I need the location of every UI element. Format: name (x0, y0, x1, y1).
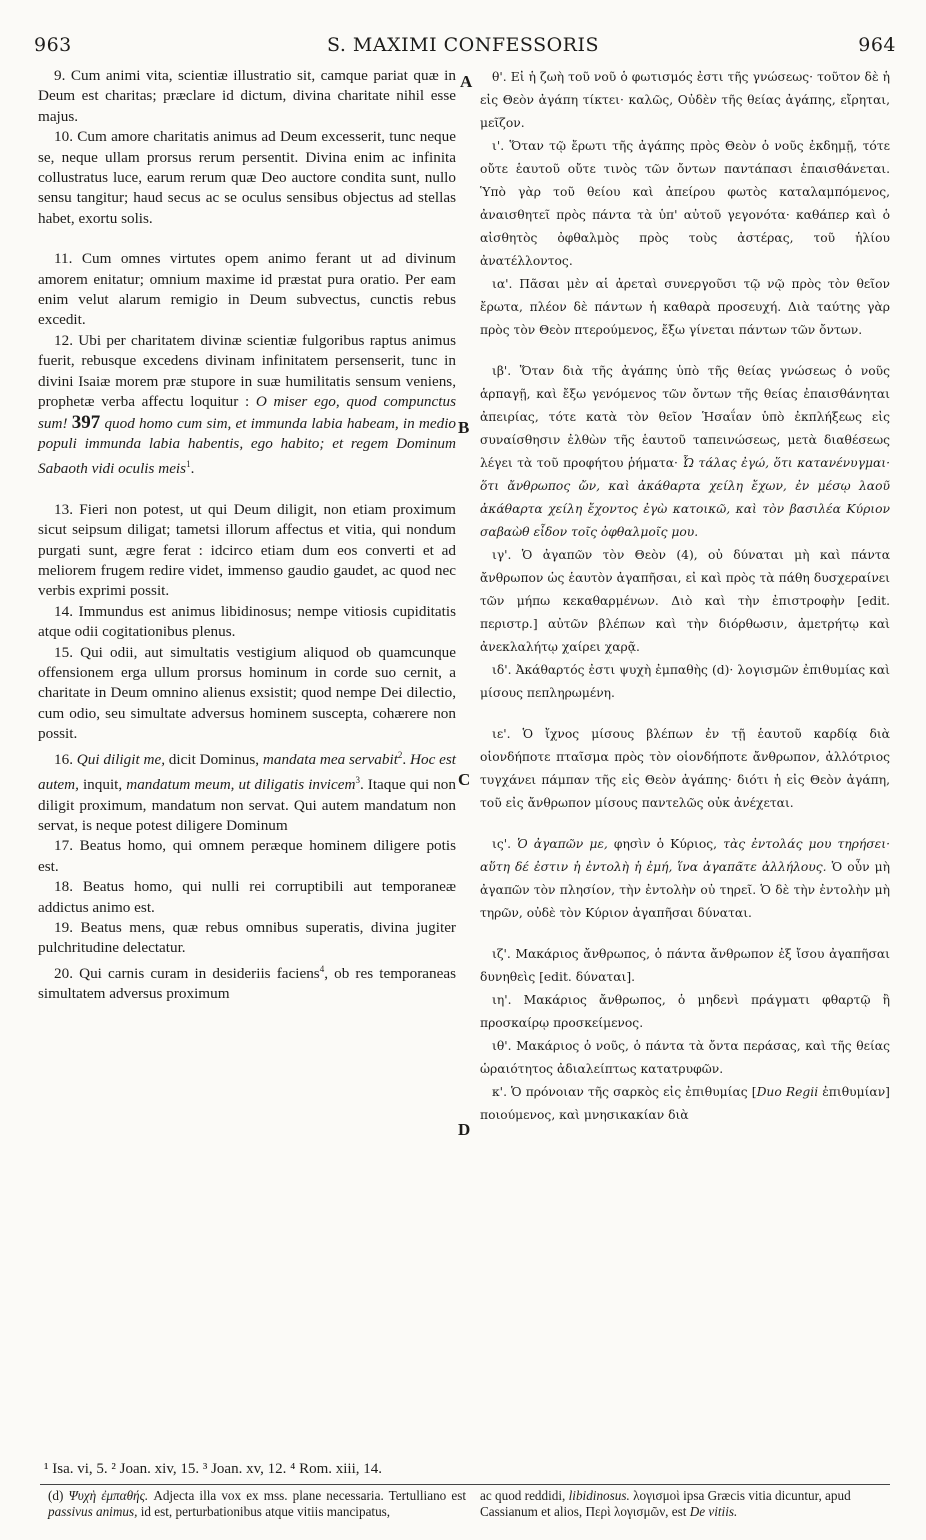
greek-section-20: κ'. Ὁ πρόνοιαν τῆς σαρκὸς εἰς ἐπιθυμίας [Duo Regii ἐπιθυμίαν] ποιούμενος, καὶ μνησικακίαν διὰ (480, 1085, 890, 1122)
greek-column (480, 66, 890, 1127)
notes-divider (40, 1484, 890, 1485)
footnote-ref: 4 (319, 963, 325, 974)
greek-section-10: ι'. Ὅταν τῷ ἔρωτι τῆς ἀγάπης πρὸς Θεὸν ὁ νοῦς ἐκδημῇ, τότε οὔτε ἑαυτοῦ οὔτε τινὸς τῶν ὄντων παντάπασι ἐπαισθάνεται. Ὑπὸ γὰρ τοῦ θείου καὶ ἀπείρου φωτὸς καταλαμπόμενος, ἀναισθητεῖ πρὸς πάντα τὰ ὑπ' αὐτοῦ γεγονότα· καθάπερ καὶ ὁ αἰσθητὸς ὀφθαλμὸς πρὸς τοὺς ἀστέρας, τοῦ ἡλίου ἀνατέλλοντος. (480, 139, 890, 268)
editorial-note-right: ac quod reddidi, libidinosus. λογισμοὶ ipsa Græcis vitia dicuntur, apud Cassianum et alios, Περὶ λογισμῶν, est De vitiis. (480, 1488, 851, 1519)
greek-section-9: θ'. Εἰ ἡ ζωὴ τοῦ νοῦ ὁ φωτισμός ἐστι τῆς γνώσεως· τοῦτον δὲ ἡ εἰς Θεὸν ἀγάπη τίκτει· καλῶς, Οὐδὲν τῆς θείας ἀγάπης, εἴρηται, μεῖζον. (480, 70, 890, 130)
margin-marker-c: C (458, 770, 471, 789)
latin-column (38, 66, 456, 1005)
latin-section-9: 9. Cum animi vita, scientiæ illustratio sit, camque pariat quæ in Deum est charitas; præclare id dictum, divina charitate nihil esse majus. (38, 67, 456, 125)
footnote-ref: 3 (355, 775, 360, 786)
latin-section-19: 19. Beatus mens, quæ rebus omnibus superatis, divina jugiter pulchritudine delectatur. (38, 919, 456, 957)
footnote-ref: 2 (397, 749, 403, 760)
latin-section-10: 10. Cum amore charitatis animus ad Deum excesserit, tunc neque se, neque ullam prorsus rerum persentit. Divina enim ac infinita collustratus luce, earum rerum quæ Deo auctore condita sunt, nullo sensu tangitur; haud secus ac se oculus sensibus objectus ad stellas habet, exortu solis. (38, 128, 456, 227)
greek-section-12: ιβ'. Ὅταν διὰ τῆς ἀγάπης ὑπὸ τῆς θείας γνώσεως ὁ νοῦς ἁρπαγῇ, καὶ ἔξω γενόμενος τῶν ὄντων τῆς θείας ἐπαισθάνηται ἀπειρίας, τότε κατὰ τὸν θεῖον Ἡσαΐαν ὑπὸ ἐκπλήξεως εἰς συναίσθησιν ἐλθὼν τῆς ἑαυτοῦ ταπεινώσεως, μετὰ διαθέσεως λέγει τὰ τοῦ προφήτου ῥήματα· Ὦ τάλας ἐγώ, ὅτι κατανένυγμαι· ὅτι ἄνθρωπος ὤν, καὶ ἀκάθαρτα χείλη ἔχων, ἐν μέσῳ λαοῦ ἀκάθαρτα χείλη ἔχοντος ἐγὼ κατοικῶ, καὶ τὸν βασιλέα Κύριον σαβαὼθ εἶδον τοῖς ὀφθαλμοῖς μου. (480, 364, 890, 539)
greek-section-17: ιζ'. Μακάριος ἄνθρωπος, ὁ πάντα ἄνθρωπον ἐξ ἴσου ἀγαπῆσαι δυνηθεὶς [edit. δύναται]. (480, 947, 890, 984)
greek-section-16: ις'. Ὁ ἀγαπῶν με, φησὶν ὁ Κύριος, τὰς ἐντολάς μου τηρήσει· αὕτη δέ ἐστιν ἡ ἐντολὴ ἡ ἐμή, ἵνα ἀγαπᾶτε ἀλλήλους. Ὁ οὖν μὴ ἀγαπῶν τὸν πλησίον, τὴν ἐντολὴν οὐ τηρεῖ. Ὁ δὲ τὴν ἐντολὴν μὴ τηρῶν, οὐδὲ τὸν Κύριον ἀγαπῆσαι δύναται. (480, 837, 890, 920)
greek-section-15: ιε'. Ὁ ἴχνος μίσους βλέπων ἐν τῇ ἑαυτοῦ καρδίᾳ διὰ οἱονδήποτε πταῖσμα πρὸς τὸν οἱονδήποτε ἄνθρωπον, ἀλλότριος τυγχάνει πάμπαν τῆς εἰς Θεὸν ἀγάπης· διότι ἡ εἰς Θεὸν ἀγάπη, τοῦ εἰς ἄνθρωπον μίσους παντελῶς οὐκ ἀνέχεται. (480, 727, 890, 810)
latin-section-14: 14. Immundus est animus libidinosus; nempe vitiosis cupiditatis atque odii cogitationibus plenus. (38, 602, 456, 641)
margin-marker-d: D (458, 1120, 471, 1139)
latin-section-18: 18. Beatus homo, qui nulli rei corruptibili aut temporaneæ addictus animo est. (38, 878, 456, 916)
latin-section-15: 15. Qui odii, aut simultatis vestigium aliquod ob quamcunque offensionem erga ullum prorsus hominum in corde suo cernit, a charitate in Deum omnino alienus exsistit; quod nempe Dei dilectio, cum odio, seu simultate adversus hominem suscepta, cohærere non possit. (38, 643, 456, 743)
latin-section-11: 11. Cum omnes virtutes opem animo ferant ut ad divinum amorem enitatur; omnium maxime id præstat pura oratio. Per eam enim velut alarum remigio in Deum subvectus, cunctis rebus excedit. (38, 250, 456, 329)
latin-section-12: 12. Ubi per charitatem divinæ scientiæ fulgoribus raptus animus fuerit, rebusque excedens divinam infinitatem persenserit, tunc in divini Isaiæ morem præ stupore in suæ humilitatis sensum veniens, prophetæ verba affectu loquitur : O miser ego, quod compunctus sum! 397 quod homo cum sim, et immunda labia habeam, in medio populi immunda labia habentis, ego habito; et regem Dominum Sabaoth vidi oculis meis$^1$. (38, 331, 457, 478)
margin-marker-a: A (460, 72, 473, 91)
page-number-right: 964 (858, 34, 896, 56)
greek-section-14: ιδ'. Ἀκάθαρτός ἐστι ψυχὴ ἐμπαθὴς (d)· λογισμῶν ἐπιθυμίας καὶ μίσους πεπληρωμένη. (480, 663, 890, 700)
latin-section-17: 17. Beatus homo, qui omnem peræque hominem diligere potis est. (38, 837, 456, 875)
margin-marker-b: B (458, 418, 470, 437)
running-title: S. MAXIMI CONFESSORIS (326, 34, 600, 56)
latin-section-13: 13. Fieri non potest, ut qui Deum diligit, non etiam proximum sicut seipsum diligat; tametsi illorum affectus et vitia, qui nondum purgati sunt, ægre ferat : idcirco etiam dum eos converti et ad meliorem frugem redire videt, immenso gaudio gaudet, ac quod nec verbis exprimi possit. (38, 500, 456, 600)
greek-section-18: ιη'. Μακάριος ἄνθρωπος, ὁ μηδενὶ πράγματι φθαρτῷ ἢ προσκαίρῳ προσκείμενος. (480, 993, 890, 1030)
page-header (0, 34, 926, 58)
scripture-footnotes: ¹ Isa. vi, 5. ² Joan. xiv, 15. ³ Joan. xv, 12. ⁴ Rom. xiii, 14. (44, 1461, 383, 1477)
greek-section-19: ιθ'. Μακάριος ὁ νοῦς, ὁ πάντα τὰ ὄντα περάσας, καὶ τῆς θείας ὡραιότητος ἀδιαλείπτως κατατρυφῶν. (480, 1039, 890, 1076)
greek-section-11: ια'. Πᾶσαι μὲν αἱ ἀρεταὶ συνεργοῦσι τῷ νῷ πρὸς τὸν θεῖον ἔρωτα, πλέον δὲ πάντων ἡ καθαρὰ προσευχή. Διὰ ταύτης γὰρ πρὸς τὸν Θεὸν πτερούμενος, ἔξω γίνεται πάντων τῶν ὄντων. (480, 277, 890, 337)
greek-section-13: ιγ'. Ὁ ἀγαπῶν τὸν Θεὸν (4), οὐ δύναται μὴ καὶ πάντα ἄνθρωπον ὡς ἑαυτὸν ἀγαπῆσαι, εἰ καὶ πρὸς τὰ πάθη δυσχεραίνει τῶν μήπω κεκαθαρμένων. Διὸ καὶ τὴν ἐπιστροφὴν [edit. περιστρ.] αὐτῶν βλέπων καὶ τὴν διόρθωσιν, ἀμετρήτῳ καὶ ἀνεκλαλήτῳ χαίρει χαρᾷ. (480, 548, 890, 654)
editorial-note-left: (d) Ψυχὴ ἐμπαθής. Adjecta illa vox ex mss. plane necessaria. Tertulliano est passivus animus, id est, perturbationibus atque vitiis mancipatus, (48, 1488, 466, 1519)
column-number: 397 (71, 411, 101, 433)
latin-section-20: 20. Qui carnis curam in desideriis faciens$^4$, ob res temporaneas simultatem adversus proximum (38, 963, 456, 1003)
footnote-ref: 1 (186, 459, 191, 470)
page-number-left: 963 (34, 34, 72, 56)
latin-section-16: 16. Qui diligit me, dicit Dominus, mandata mea servabit$^2$. Hoc est autem, inquit, mandatum meum, ut diligatis invicem$^3$. Itaque qui non diligit proximum, mandatum non servat. Qui autem mandatum non servat, is neque potest diligere Dominum (38, 749, 457, 834)
